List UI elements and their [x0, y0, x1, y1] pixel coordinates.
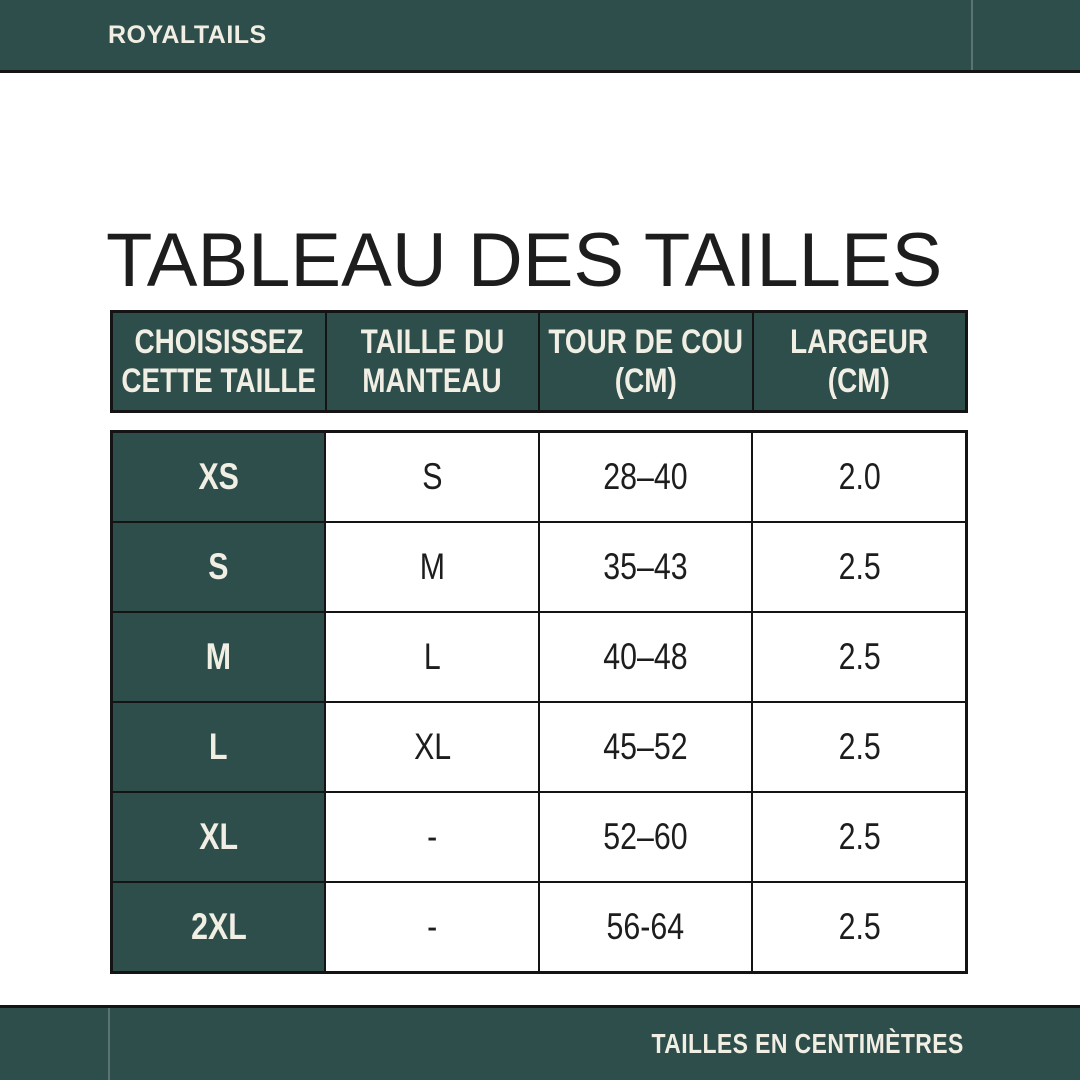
width-cell: 2.5 [752, 702, 966, 792]
coat-size-cell: S [325, 432, 539, 523]
top-bar [0, 0, 1080, 73]
width-cell: 2.5 [752, 882, 966, 973]
neck-size-cell: 35–43 [539, 522, 753, 612]
coat-size-cell: XL [325, 702, 539, 792]
size-table [110, 430, 968, 974]
column-header-line: MANTEAU [362, 361, 502, 400]
width-cell: 2.5 [752, 612, 966, 702]
neck-size-cell: 56-64 [539, 882, 753, 973]
top-bar-divider [971, 0, 973, 70]
column-header-neck-size [538, 313, 752, 410]
width-cell: 2.5 [752, 792, 966, 882]
coat-size-cell: L [325, 612, 539, 702]
size-table-header [110, 310, 968, 413]
footer-note: TAILLES EN CENTIMÈTRES [651, 1028, 964, 1059]
neck-size-cell: 45–52 [539, 702, 753, 792]
size-cell: M [112, 612, 326, 702]
column-header-coat-size [325, 313, 539, 410]
column-header-width [752, 313, 966, 410]
width-cell: 2.5 [752, 522, 966, 612]
page-title: TABLEAU DES TAILLES [106, 217, 943, 303]
size-cell: XL [112, 792, 326, 882]
neck-size-cell: 28–40 [539, 432, 753, 523]
table-row [112, 522, 967, 612]
column-header-line: LARGEUR [790, 322, 929, 361]
brand-logo: ROYALTAILS [108, 21, 267, 49]
coat-size-cell: M [325, 522, 539, 612]
column-header-choose-size [113, 313, 325, 410]
coat-size-cell: - [325, 882, 539, 973]
size-cell: 2XL [112, 882, 326, 973]
width-cell: 2.0 [752, 432, 966, 523]
table-row [112, 792, 967, 882]
table-row [112, 432, 967, 523]
column-header-line: (CM) [614, 361, 677, 400]
column-header-line: TAILLE DU [360, 322, 504, 361]
column-header-line: TOUR DE COU [548, 322, 744, 361]
coat-size-cell: - [325, 792, 539, 882]
size-cell: S [112, 522, 326, 612]
size-cell: L [112, 702, 326, 792]
neck-size-cell: 52–60 [539, 792, 753, 882]
neck-size-cell: 40–48 [539, 612, 753, 702]
size-cell: XS [112, 432, 326, 523]
column-header-line: CETTE TAILLE [121, 361, 317, 400]
table-row [112, 612, 967, 702]
column-header-line: (CM) [828, 361, 891, 400]
table-row [112, 702, 967, 792]
column-header-line: CHOISISSEZ [134, 322, 304, 361]
bottom-bar-divider [108, 1008, 110, 1080]
bottom-bar [0, 1005, 1080, 1080]
table-row [112, 882, 967, 973]
